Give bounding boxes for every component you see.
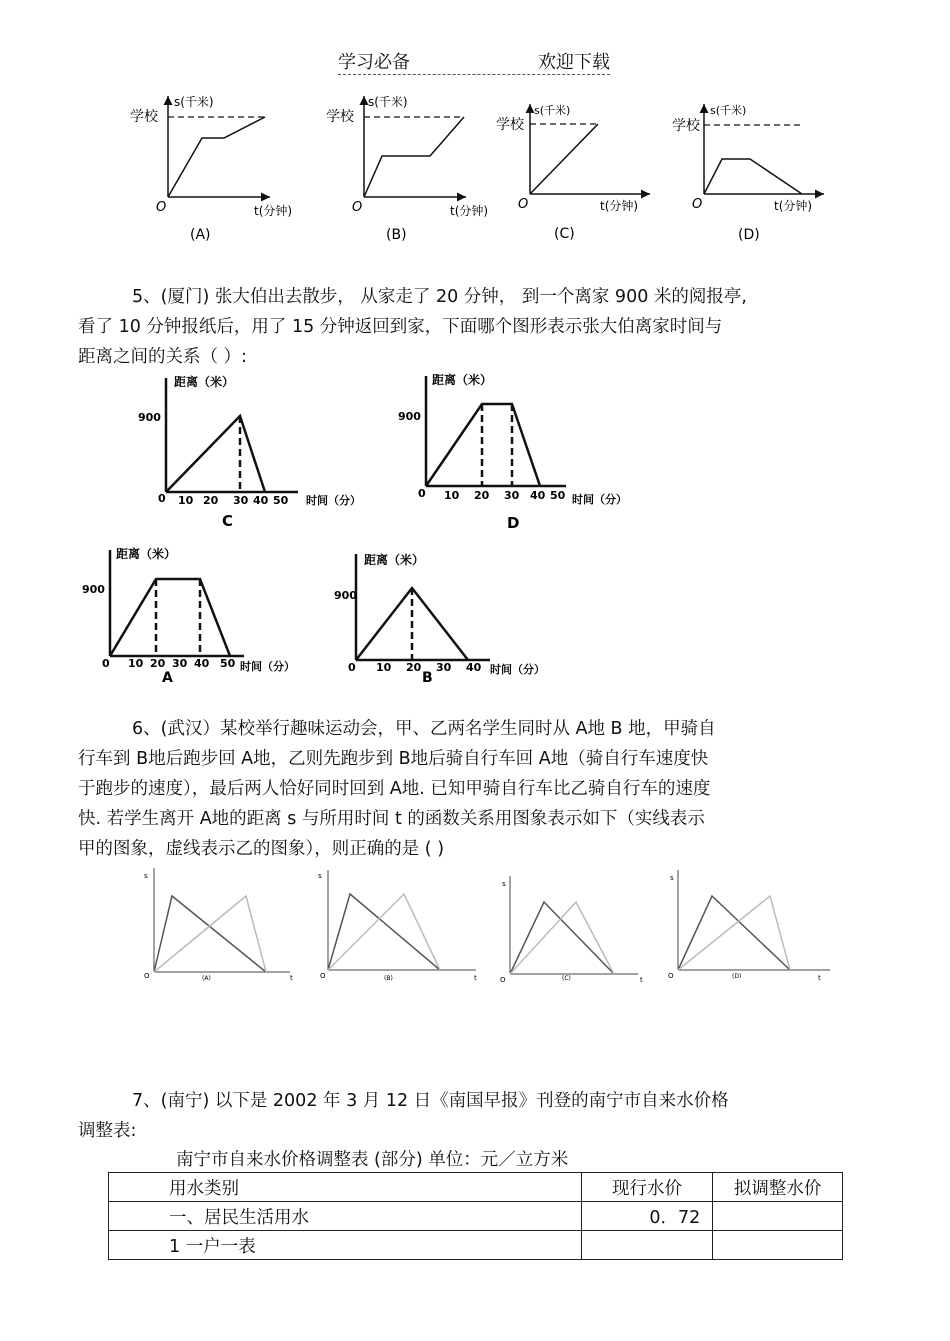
q5-line-1: 5、(厦门) 张大伯出去散步， 从家走了 20 分钟， 到一个离家 900 米的阅报亭, [132, 287, 747, 307]
q6a-option: (A) [202, 975, 211, 982]
q5c-ylabel: 距离（米） [174, 375, 235, 389]
q5b-tick: 30 [436, 661, 452, 674]
q4c-origin: O [518, 197, 529, 212]
header-category: 用水类别 [109, 1173, 582, 1202]
q6a-ylabel: s [144, 872, 148, 880]
q5-graph-b [334, 552, 545, 686]
q4b-school: 学校 [326, 109, 354, 125]
q5c-tick: 20 [203, 494, 219, 507]
q5a-option: A [162, 670, 173, 686]
table-caption: 南宁市自来水价格调整表 (部分) 单位：元／立方米 [176, 1150, 569, 1170]
q5a-ytick: 900 [82, 583, 105, 596]
header-proposed-price: 拟调整水价 [713, 1173, 843, 1202]
q6-line-3: 于跑步的速度），最后两人恰好同时回到 A地. 已知甲骑自行车比乙骑自行车的速度 [78, 779, 711, 799]
q4b-origin: O [352, 200, 363, 215]
q6-line-5: 甲的图象，虚线表示乙的图象），则正确的是 ( ) [78, 839, 445, 859]
q6a-xlabel: t [290, 974, 293, 982]
q6c-origin: O [500, 976, 506, 984]
header-current-price: 现行水价 [581, 1173, 712, 1202]
q4d-option: (D) [738, 227, 760, 243]
q4c-ylabel: s(千米) [534, 104, 571, 117]
q4-graph-b [326, 94, 488, 243]
table-row [109, 1231, 843, 1260]
q4a-origin: O [156, 200, 167, 215]
q6c-ylabel: s [502, 880, 506, 888]
q4-graph-row [120, 84, 840, 254]
header-divider [338, 74, 610, 75]
q5a-tick: 20 [150, 657, 166, 670]
table-cell: 1 一户一表 [109, 1231, 582, 1260]
q4-graph-d [672, 103, 824, 243]
q5a-tick: 10 [128, 657, 144, 670]
q4a-option: (A) [190, 227, 211, 243]
q5a-tick: 50 [220, 657, 236, 670]
q5c-origin: 0 [158, 492, 166, 505]
water-price-table [108, 1172, 843, 1260]
q5d-tick: 10 [444, 489, 460, 502]
table-cell: 一、居民生活用水 [109, 1202, 582, 1231]
q4c-option: (C) [554, 226, 575, 242]
q6b-option: (B) [384, 975, 393, 982]
q5-graph-c [138, 374, 361, 530]
q5-graph-set [70, 370, 670, 690]
table-row [109, 1202, 843, 1231]
q5c-tick: 30 [233, 494, 249, 507]
q6b-xlabel: t [474, 974, 477, 982]
q5a-tick: 30 [172, 657, 188, 670]
q4d-ylabel: s(千米) [710, 104, 747, 117]
q5b-xlabel: 时间（分） [490, 663, 545, 676]
q4a-xlabel: t(分钟) [254, 204, 293, 218]
q4d-xlabel: t(分钟) [774, 199, 813, 213]
q5c-tick: 10 [178, 494, 194, 507]
q6c-xlabel: t [640, 976, 643, 984]
q6-line-2: 行车到 B地后跑步回 A地，乙则先跑步到 B地后骑自行车回 A地（骑自行车速度快 [78, 749, 709, 769]
q4b-ylabel: s(千米) [368, 95, 408, 109]
q5d-option: D [507, 514, 520, 532]
q5-text [78, 282, 878, 372]
q6-graph-d [668, 870, 830, 982]
q5a-ylabel: 距离（米） [116, 547, 177, 561]
q5-graph-a [82, 546, 295, 686]
q7-line-2: 调整表: [78, 1121, 137, 1141]
q4c-school: 学校 [496, 117, 524, 133]
q7-text [78, 1086, 878, 1146]
q5a-xlabel: 时间（分） [240, 660, 295, 673]
q5b-tick: 40 [466, 661, 482, 674]
q5d-tick: 40 [530, 489, 546, 502]
q6a-origin: O [144, 972, 150, 980]
table-header-row [109, 1173, 843, 1202]
q5b-origin: 0 [348, 661, 356, 674]
q6-line-1: 6、(武汉）某校举行趣味运动会，甲、乙两名学生同时从 A地 B 地，甲骑自 [132, 719, 716, 739]
header-left: 学习必备 [338, 52, 410, 73]
q7-line-1: 7、(南宁) 以下是 2002 年 3 月 12 日《南国早报》刊登的南宁市自来水价格 [132, 1091, 729, 1111]
q5-line-2: 看了 10 分钟报纸后，用了 15 分钟返回到家，下面哪个图形表示张大伯离家时间与 [78, 317, 723, 337]
q6b-ylabel: s [318, 872, 322, 880]
q5b-option: B [422, 670, 433, 686]
q5b-ylabel: 距离（米） [364, 553, 425, 567]
q5c-option: C [222, 512, 234, 530]
q6-graph-b [318, 870, 477, 982]
q4a-ylabel: s(千米) [174, 95, 214, 109]
q5c-xlabel: 时间（分） [306, 494, 361, 507]
q5d-ytick: 900 [398, 410, 421, 423]
q6-graph-row [140, 862, 840, 990]
table-cell [713, 1202, 843, 1231]
q5d-origin: 0 [418, 487, 426, 500]
q4b-xlabel: t(分钟) [450, 204, 489, 218]
q5c-tick: 50 [273, 494, 289, 507]
q5b-tick: 10 [376, 661, 392, 674]
q5d-xlabel: 时间（分） [572, 493, 627, 506]
q4b-option: (B) [386, 227, 407, 243]
table-cell: 0．72 [581, 1202, 712, 1231]
q5b-ytick: 900 [334, 589, 357, 602]
q5d-tick: 50 [550, 489, 566, 502]
q4d-origin: O [692, 197, 703, 212]
q5-graph-d [398, 372, 627, 532]
q5c-tick: 40 [253, 494, 269, 507]
q4a-school: 学校 [130, 109, 158, 125]
q6-graph-c [500, 876, 643, 984]
q4-graph-c [496, 103, 650, 242]
header-right: 欢迎下载 [538, 52, 610, 73]
table-cell [581, 1231, 712, 1260]
q6c-option: (C) [562, 975, 571, 982]
q5a-tick: 40 [194, 657, 210, 670]
q6d-origin: O [668, 972, 674, 980]
q5-line-3: 距离之间的关系（ ）: [78, 347, 247, 367]
q6-text [78, 714, 878, 864]
q5d-ylabel: 距离（米） [432, 373, 493, 387]
q5b-tick: 20 [406, 661, 422, 674]
q5c-ytick: 900 [138, 411, 161, 424]
q4c-xlabel: t(分钟) [600, 199, 639, 213]
q6d-ylabel: s [670, 874, 674, 882]
q5d-tick: 30 [504, 489, 520, 502]
q4d-school: 学校 [672, 118, 700, 134]
q6-line-4: 快. 若学生离开 A地的距离 s 与所用时间 t 的函数关系用图象表示如下（实线表示 [78, 809, 705, 829]
q5d-tick: 20 [474, 489, 490, 502]
q6b-origin: O [320, 972, 326, 980]
table-cell [713, 1231, 843, 1260]
q4-graph-a [130, 94, 292, 243]
q5a-origin: 0 [102, 657, 110, 670]
page-header [338, 48, 610, 74]
q6d-option: (D) [732, 973, 742, 980]
q6d-xlabel: t [818, 974, 821, 982]
q6-graph-a [144, 868, 293, 982]
